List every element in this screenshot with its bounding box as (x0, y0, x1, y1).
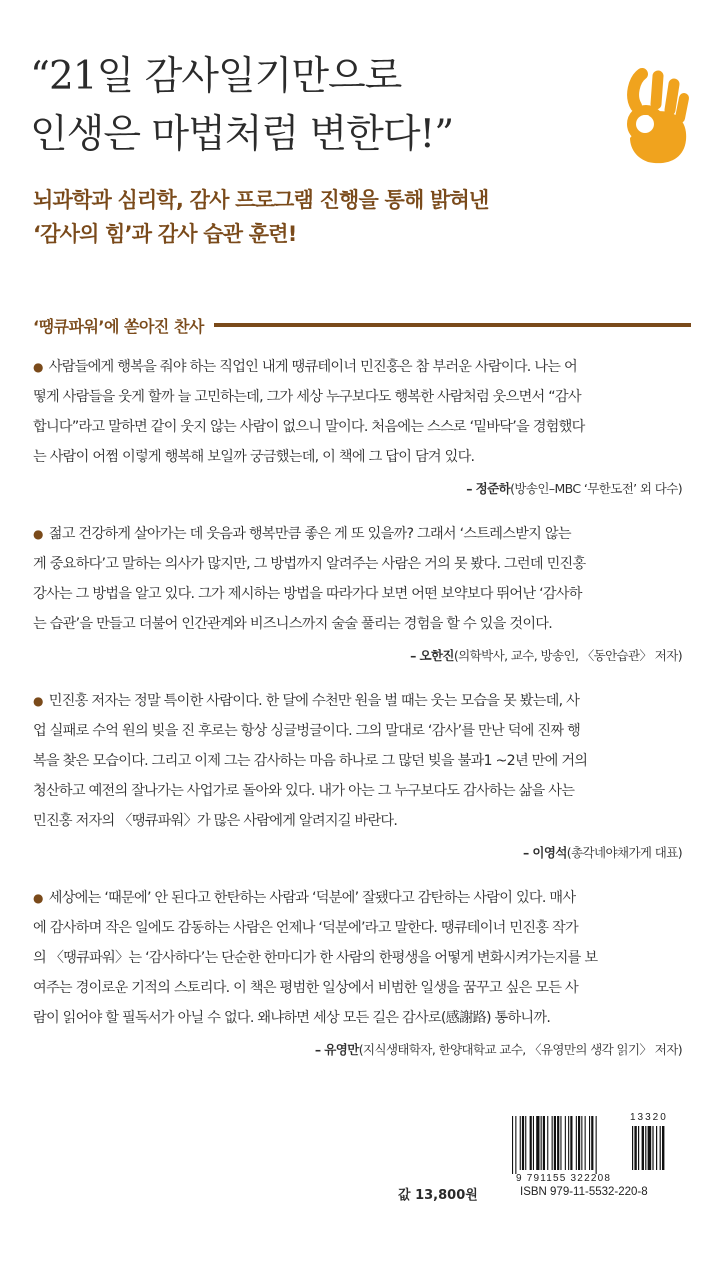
review-line: 여주는 경이로운 기적의 스토리다. 이 책은 평범한 일상에서 비범한 일생을 꿈꾸고 싶은 모든 사 (33, 980, 578, 996)
review-4 (33, 883, 685, 1033)
barcode-bar (585, 1116, 586, 1170)
barcode-bar (536, 1116, 539, 1170)
review-1 (33, 352, 685, 472)
section-title: ‘땡큐파워’에 쏟아진 찬사 (33, 316, 204, 336)
review-line: 세상에는 ‘때문에’ 안 된다고 한탄하는 사람과 ‘덕분에’ 잘됐다고 감탄하는 사람이 있다. 매사 (48, 890, 576, 906)
review-line: 민진홍 저자의 〈땡큐파워〉가 많은 사람에게 알려지길 바란다. (33, 813, 398, 829)
review-4-attribution (315, 1040, 682, 1058)
section-header (33, 314, 691, 336)
review-line: 젊고 건강하게 살아가는 데 웃음과 행복만큼 좋은 게 또 있을까? 그래서 ‘스트레스받지 않는 (48, 526, 571, 542)
barcode-bar (581, 1116, 582, 1170)
bullet-icon: ● (33, 694, 43, 708)
barcode-bar (578, 1116, 580, 1170)
barcode-bar (515, 1116, 516, 1174)
review-line: 게 중요하다’고 말하는 의사가 많지만, 그 방법까지 알려주는 사람은 거의 못 봤다. 그런데 민진홍 (33, 556, 586, 572)
barcode-bar (541, 1116, 542, 1170)
reviewer-name: – 오한진 (410, 648, 454, 663)
review-line: 떻게 사람들을 웃게 할까 늘 고민하는데, 그가 세상 누구보다도 행복한 사람처럼 웃으면서 “감사 (33, 389, 581, 405)
barcode-addon-bar (645, 1126, 646, 1170)
barcode-addon-bar (642, 1126, 644, 1170)
barcode-addon-bar (660, 1126, 661, 1170)
subtitle-line-1: 뇌과학과 심리학, 감사 프로그램 진행을 통해 밝혀낸 (33, 188, 489, 212)
isbn-number: ISBN 979-11-5532-220-8 (520, 1186, 648, 1198)
review-line: 의 〈땡큐파워〉는 ‘감사하다’는 단순한 한마디가 한 사람의 한평생을 어떻게 변화시켜가는지를 보 (33, 950, 598, 966)
section-divider (214, 323, 691, 327)
barcode-addon-bar (662, 1126, 664, 1170)
barcode-addon-bar (648, 1126, 652, 1170)
reviewer-detail: (방송인–MBC ‘무한도전’ 외 다수) (510, 481, 682, 496)
barcode-bar (560, 1116, 561, 1170)
barcode-digits: 9 791155 322208 (516, 1173, 612, 1184)
subtitle-line-2: ‘감사의 힘’과 감사 습관 훈련! (33, 222, 297, 246)
barcode-bar (530, 1116, 532, 1170)
review-line: 청산하고 예전의 잘나가는 사업가로 돌아와 있다. 내가 아는 그 누구보다도 감사하는 삶을 사는 (33, 783, 575, 799)
bullet-icon: ● (33, 891, 43, 905)
barcode-bar (547, 1116, 548, 1170)
reviewer-detail: (총각네야채가게 대표) (566, 845, 682, 860)
bullet-icon: ● (33, 527, 43, 541)
ok-hand-icon (612, 66, 692, 170)
review-line: 는 사람이 어쩜 이렇게 행복해 보일까 궁금했는데, 이 책에 그 답이 담겨 있다. (33, 449, 475, 465)
reviewer-detail: (의학박사, 교수, 방송인, 〈동안습관〉 저자) (453, 648, 682, 663)
review-line: 람이 읽어야 할 필독서가 아닐 수 없다. 왜냐하면 세상 모든 길은 감사로(感謝路) 통하니까. (33, 1010, 551, 1026)
barcode-addon-bar (634, 1126, 636, 1170)
review-line: 합니다”라고 말하면 같이 웃지 않는 사람이 없으니 말이다. 처음에는 스스로 ‘밑바닥’을 경험했다 (33, 419, 585, 435)
review-line: 업 실패로 수억 원의 빚을 진 후로는 항상 싱글벙글이다. 그의 말대로 ‘감사’를 만난 덕에 진짜 행 (33, 723, 581, 739)
headline-line-2: 인생은 마법처럼 변한다!” (30, 112, 454, 157)
bullet-icon: ● (33, 360, 43, 374)
review-2 (33, 519, 685, 639)
barcode-bar (522, 1116, 524, 1170)
barcode-addon-bar (632, 1126, 633, 1170)
review-3-attribution (523, 843, 682, 861)
review-line: 강사는 그 방법을 알고 있다. 그가 제시하는 방법을 따라가다 보면 어떤 보약보다 뛰어난 ‘감사하 (33, 586, 582, 602)
barcode-addon-bar (638, 1126, 639, 1170)
barcode-bar (512, 1116, 513, 1174)
barcode-bar (576, 1116, 577, 1170)
headline (30, 48, 630, 164)
review-1-attribution (466, 479, 682, 497)
review-2-attribution (410, 646, 682, 664)
review-line: 사람들에게 행복을 줘야 하는 직업인 내게 땡큐테이너 민진홍은 참 부러운 사람이다. 나는 어 (48, 359, 577, 375)
price: 값 13,800원 (398, 1188, 478, 1203)
subtitle (33, 183, 693, 251)
review-line: 민진홍 저자는 정말 특이한 사람이다. 한 달에 수천만 원을 벌 때는 웃는 모습을 못 봤는데, 사 (48, 693, 580, 709)
barcode-bar (554, 1116, 556, 1170)
review-line: 복을 찾은 모습이다. 그리고 이제 그는 감사하는 마음 하나로 그 많던 빚을 불과1 ~2년 만에 거의 (33, 753, 588, 769)
barcode-addon-bar (656, 1126, 657, 1170)
review-line: 에 감사하며 작은 일에도 감동하는 사람은 언제나 ‘덕분에’라고 말한다. 땡큐테이너 민진홍 작가 (33, 920, 578, 936)
barcode-addon-bar (652, 1126, 653, 1170)
headline-line-1: “21일 감사일기만으로 (30, 54, 402, 99)
barcode-bar (591, 1116, 593, 1170)
barcode-addon-digits: 13320 (630, 1112, 668, 1123)
barcode-bar (570, 1116, 572, 1170)
barcode-bar (565, 1116, 566, 1170)
barcode-bar (589, 1116, 590, 1170)
barcode-bar (525, 1116, 526, 1170)
review-3 (33, 686, 685, 836)
reviewer-name: – 정준하 (466, 481, 511, 496)
barcode-bar (557, 1116, 559, 1170)
barcode-bar (543, 1116, 545, 1170)
barcode-bar (568, 1116, 569, 1170)
reviewer-name: – 유영만 (314, 1042, 359, 1057)
reviewer-detail: (지식생태학자, 한양대학교 교수, 〈유영만의 생각 읽기〉 저자) (358, 1042, 682, 1057)
review-line: 는 습관’을 만들고 더불어 인간관계와 비즈니스까지 술술 풀리는 경험을 할 수 있을 것이다. (33, 616, 553, 632)
barcode-bar (520, 1116, 521, 1170)
barcode-bar (533, 1116, 534, 1170)
reviewer-name: – 이영석 (522, 845, 567, 860)
barcode-bar (552, 1116, 553, 1170)
barcode-bar (596, 1116, 597, 1174)
